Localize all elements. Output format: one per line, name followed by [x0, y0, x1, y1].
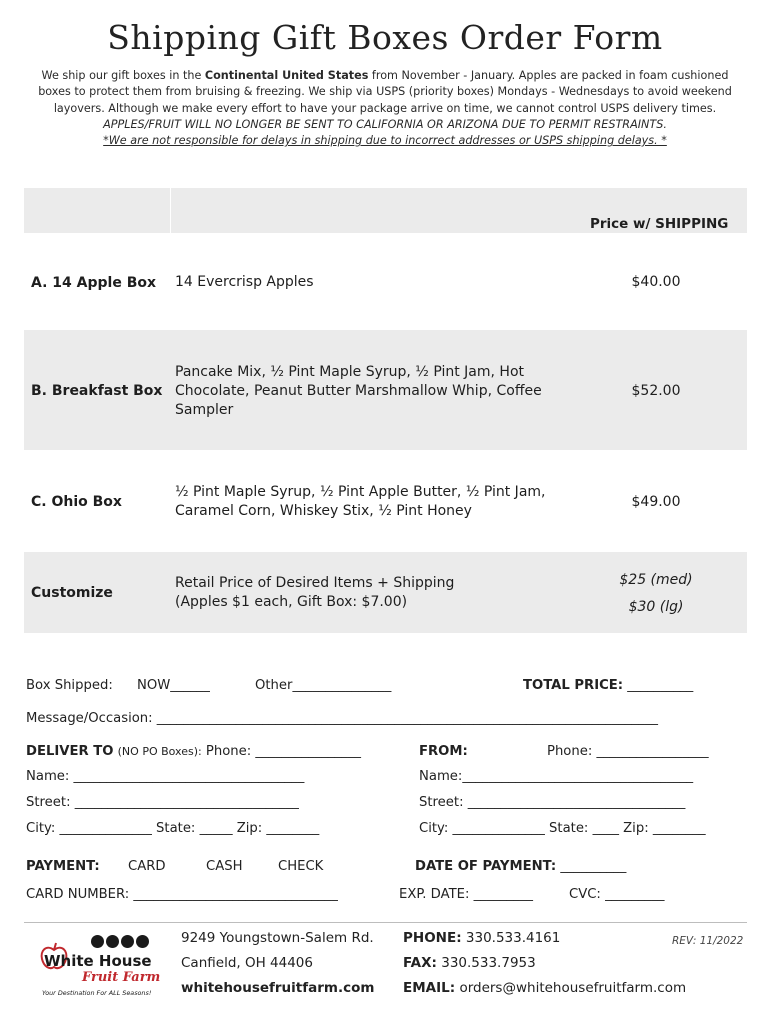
- exp-date-field[interactable]: EXP. DATE: _________: [399, 887, 533, 902]
- intro-disclaimer: *We are not responsible for delays in shipping due to incorrect addresses or USPS shipping delays. *: [103, 134, 667, 148]
- ship-now-field[interactable]: NOW______: [137, 678, 210, 693]
- intro-text-1: We ship our gift boxes in the: [41, 69, 205, 82]
- row-customize-name: Customize: [31, 585, 113, 601]
- payment-card-option[interactable]: CARD: [128, 859, 166, 874]
- message-field[interactable]: Message/Occasion: ____________________________________________________________________________: [26, 711, 658, 726]
- from-street-field[interactable]: Street: _________________________________: [419, 795, 686, 810]
- intro-bold: Continental United States: [204, 69, 369, 82]
- row-c-name: C. Ohio Box: [31, 494, 122, 510]
- white-house-logo: [36, 937, 171, 999]
- from-name-field[interactable]: Name:___________________________________: [419, 769, 694, 784]
- intro-text-2: from November - January. Apples are packed in foam cushioned boxes to protect them from bruising & freezing. We ship via USPS (priority boxes) Mondays - Wednesdays to avoid weekend layovers. Although we make every effort to have your package arrive on time, we cannot control USPS delivery times.: [38, 69, 732, 115]
- row-c-price: $49.00: [631, 494, 681, 510]
- total-price-label: TOTAL PRICE:: [523, 678, 624, 693]
- row-a-name: A. 14 Apple Box: [31, 275, 157, 291]
- card-number-field[interactable]: CARD NUMBER: _______________________________: [26, 887, 338, 902]
- intro-restriction: APPLES/FRUIT WILL NO LONGER BE SENT TO CALIFORNIA OR ARIZONA DUE TO PERMIT RESTRAINTS.: [103, 117, 667, 131]
- row-customize-desc: Retail Price of Desired Items + Shipping (Apples $1 each, Gift Box: $7.00): [175, 575, 455, 610]
- logo-subname: Fruit Farm: [82, 970, 161, 985]
- row-c-desc: ½ Pint Maple Syrup, ½ Pint Apple Butter, ½ Pint Jam, Caramel Corn, Whiskey Stix, ½ Pint Honey: [175, 484, 546, 519]
- no-po-note: (NO PO Boxes):: [117, 745, 202, 758]
- payment-check-option[interactable]: CHECK: [278, 859, 324, 874]
- ship-other-field[interactable]: Other_______________: [255, 678, 392, 693]
- from-phone-field[interactable]: Phone: _________________: [547, 744, 709, 759]
- email-link[interactable]: orders@whitehousefruitfarm.com: [459, 980, 687, 996]
- fax-number: 330.533.7953: [441, 955, 536, 971]
- total-price-field[interactable]: __________: [627, 678, 694, 693]
- logo-name: White House: [44, 952, 152, 970]
- address-line-2: Canfield, OH 44406: [181, 955, 313, 971]
- revision-date: REV: 11/2022: [672, 935, 744, 947]
- date-of-payment-field[interactable]: __________: [560, 859, 627, 874]
- footer-divider: [24, 922, 747, 923]
- payment-cash-option[interactable]: CASH: [206, 859, 243, 874]
- from-label: FROM:: [419, 744, 468, 759]
- row-b-desc: Pancake Mix, ½ Pint Maple Syrup, ½ Pint Jam, Hot Chocolate, Peanut Butter Marshmallow Whip, Coffee Sampler: [175, 364, 542, 418]
- deliver-name-field[interactable]: Name: ___________________________________: [26, 769, 305, 784]
- intro-paragraph: [24, 68, 746, 149]
- row-a-desc: 14 Evercrisp Apples: [175, 274, 314, 290]
- date-of-payment-label: DATE OF PAYMENT:: [415, 859, 557, 874]
- deliver-phone-field[interactable]: Phone: ________________: [205, 744, 361, 759]
- deliver-city-field[interactable]: City: ______________ State: _____ Zip: ________: [26, 821, 320, 836]
- fax-label: FAX:: [403, 955, 437, 971]
- box-shipped-label: Box Shipped:: [26, 678, 113, 693]
- page-title: Shipping Gift Boxes Order Form: [107, 18, 663, 57]
- website-link[interactable]: whitehousefruitfarm.com: [181, 980, 375, 996]
- deliver-to-label: DELIVER TO: [26, 744, 114, 759]
- row-customize-price-lg: $30 (lg): [628, 599, 684, 615]
- phone-label: PHONE:: [403, 930, 462, 946]
- header-divider: [170, 188, 171, 233]
- price-header: Price w/ SHIPPING: [590, 216, 729, 232]
- cvc-field[interactable]: CVC: _________: [569, 887, 665, 902]
- row-customize-price-med: $25 (med): [619, 572, 693, 588]
- payment-label: PAYMENT:: [26, 859, 100, 874]
- email-label: EMAIL:: [403, 980, 456, 996]
- phone-number: 330.533.4161: [465, 930, 561, 946]
- deliver-street-field[interactable]: Street: __________________________________: [26, 795, 299, 810]
- row-b-name: B. Breakfast Box: [31, 383, 163, 399]
- row-a-price: $40.00: [631, 274, 681, 290]
- address-line-1: 9249 Youngstown-Salem Rd.: [181, 930, 374, 946]
- row-b-price: $52.00: [631, 383, 681, 399]
- from-city-field[interactable]: City: ______________ State: ____ Zip: ________: [419, 821, 706, 836]
- logo-tagline: Your Destination For ALL Seasons!: [42, 989, 152, 997]
